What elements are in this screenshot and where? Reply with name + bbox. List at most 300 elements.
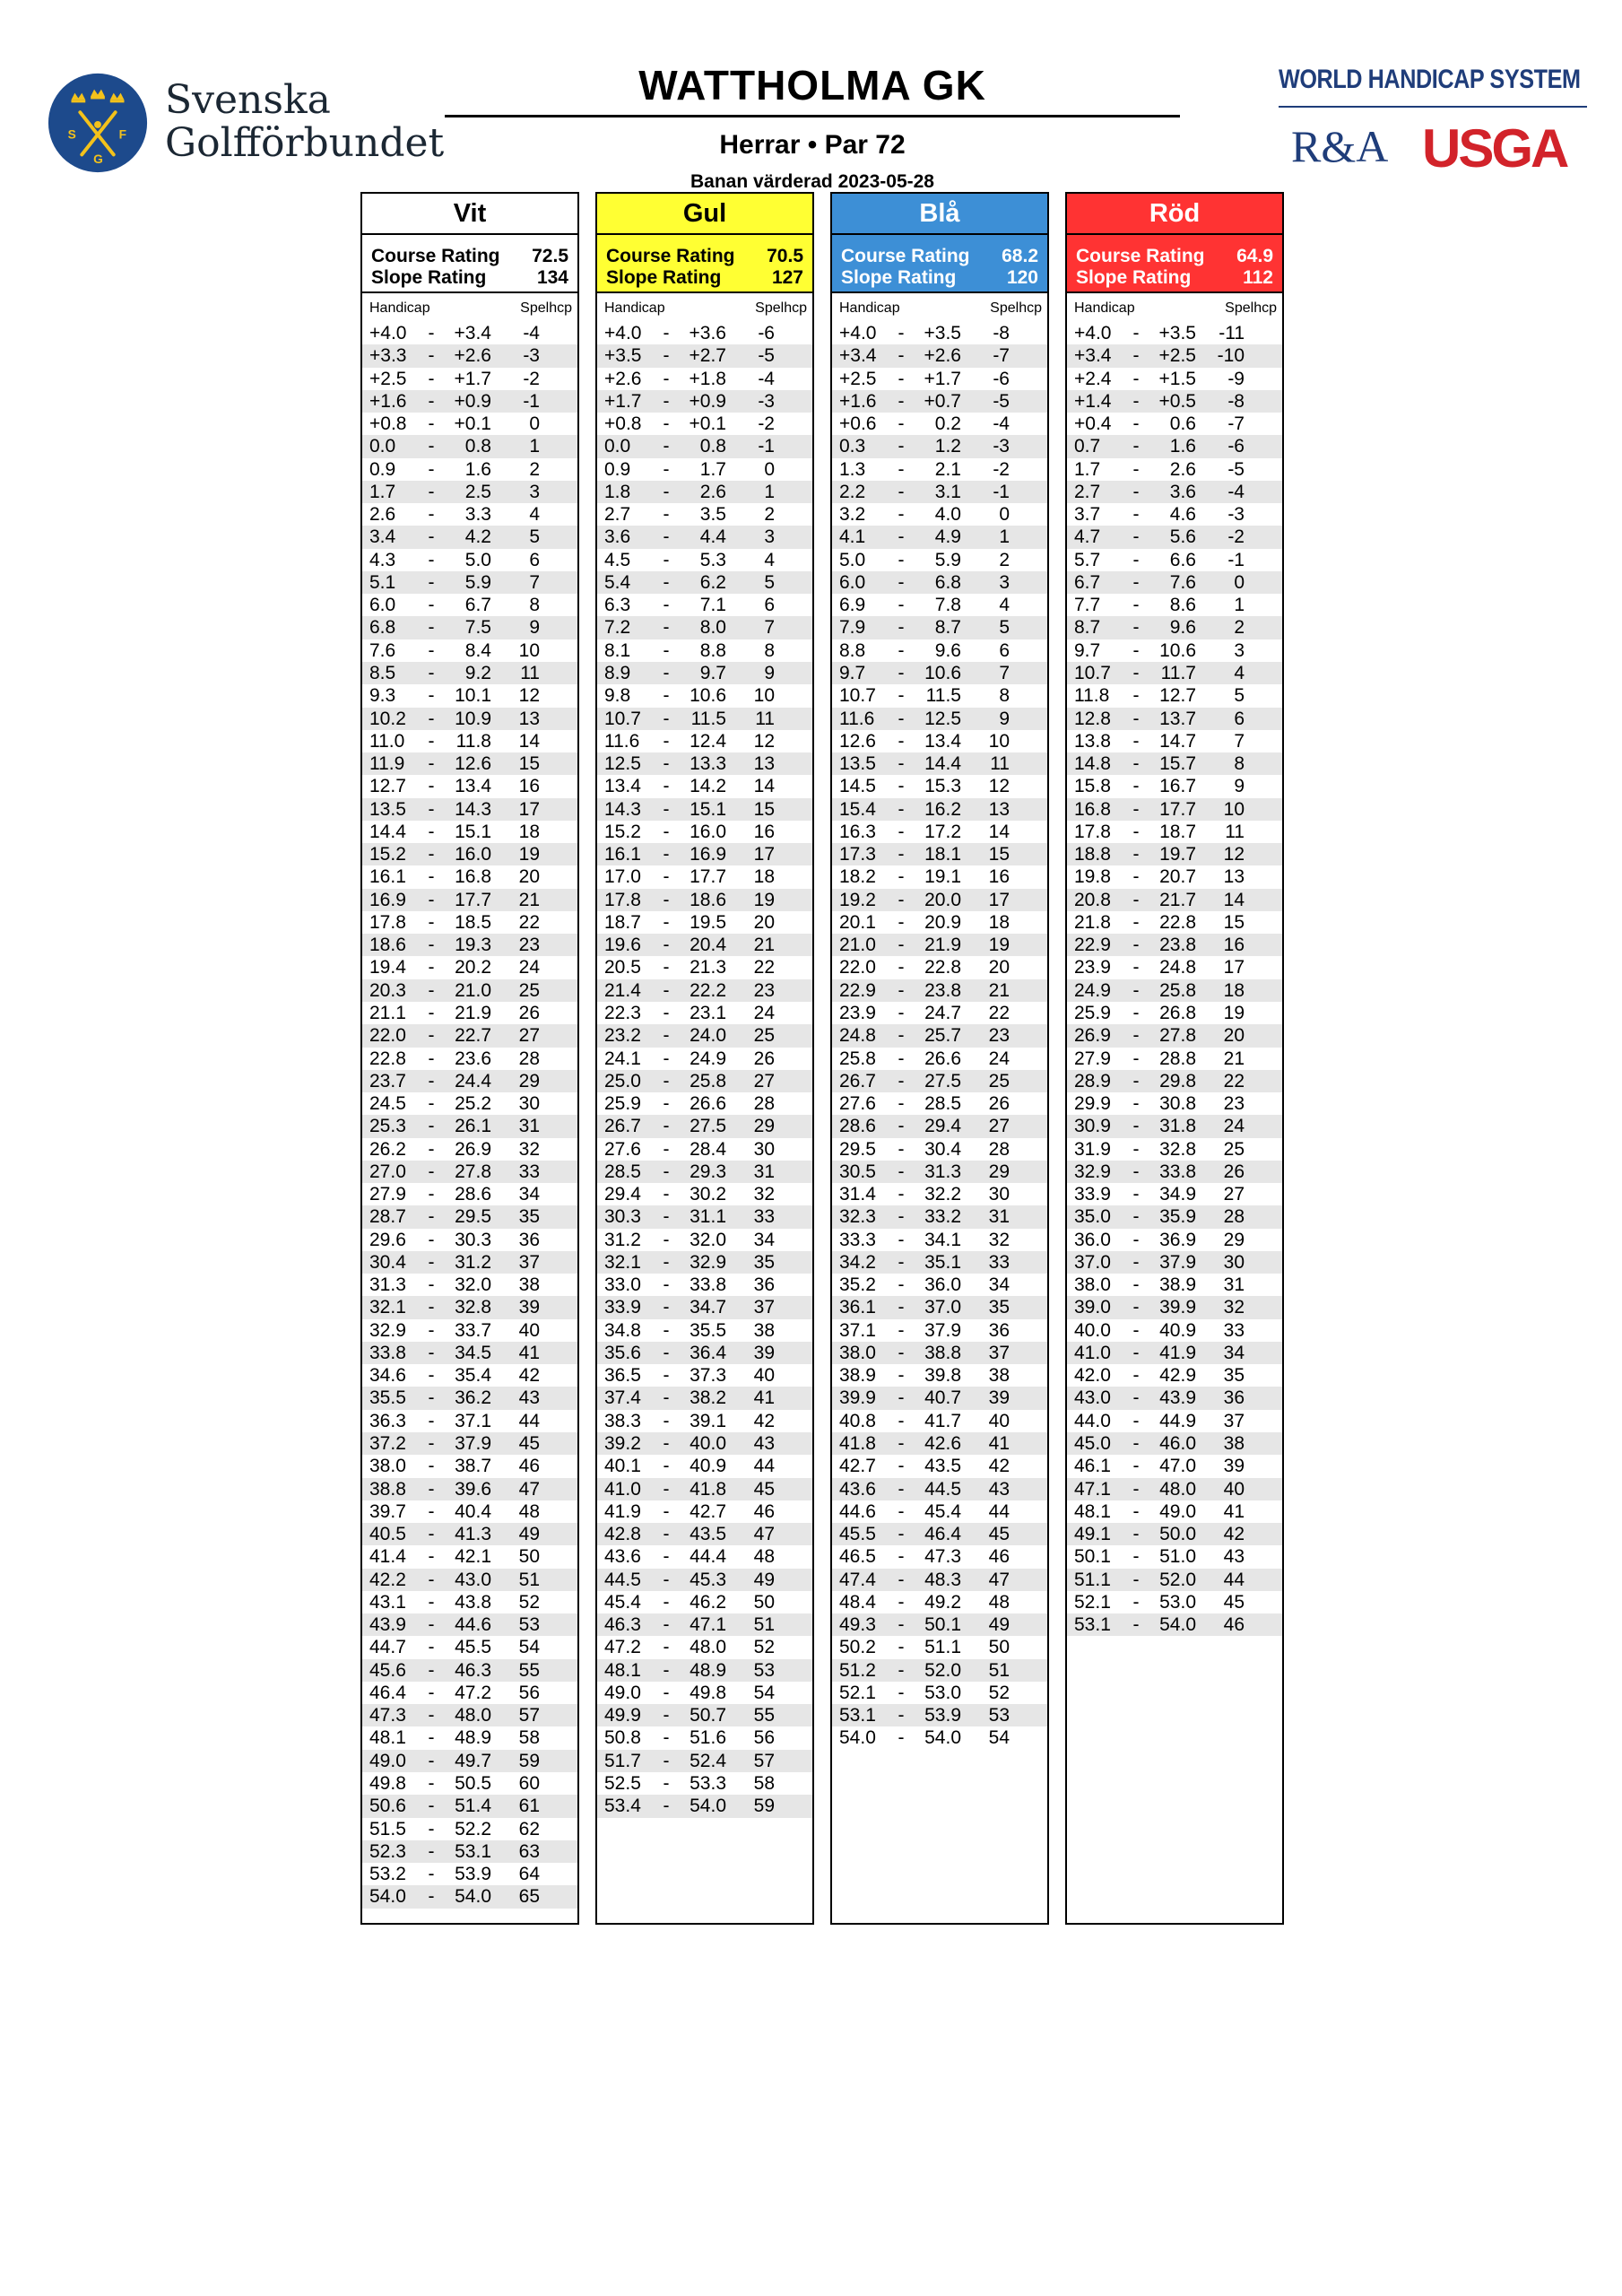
handicap-from: +3.4 bbox=[1074, 345, 1112, 367]
handicap-from: 0.9 bbox=[369, 458, 396, 480]
handicap-to: 40.4 bbox=[455, 1500, 491, 1522]
handicap-to: 24.9 bbox=[690, 1048, 726, 1069]
range-dash: - bbox=[663, 1274, 670, 1296]
range-dash: - bbox=[663, 1365, 670, 1387]
playing-handicap: 12 bbox=[988, 776, 1010, 797]
range-dash: - bbox=[428, 1886, 435, 1908]
playing-handicap: -4 bbox=[993, 413, 1010, 435]
table-row bbox=[1067, 435, 1282, 457]
table-row bbox=[362, 1161, 577, 1183]
handicap-from: 15.8 bbox=[1074, 776, 1111, 797]
table-row bbox=[597, 708, 812, 730]
table-row bbox=[1067, 1183, 1282, 1205]
handicap-from: 18.2 bbox=[839, 866, 876, 888]
handicap-from: 41.8 bbox=[839, 1433, 876, 1455]
range-dash: - bbox=[663, 1138, 670, 1160]
handicap-to: 22.2 bbox=[690, 979, 726, 1001]
range-dash: - bbox=[898, 753, 905, 775]
range-dash: - bbox=[898, 323, 905, 344]
range-dash: - bbox=[663, 1070, 670, 1091]
handicap-to: 38.7 bbox=[455, 1456, 491, 1477]
handicap-from: 33.9 bbox=[604, 1297, 641, 1318]
playing-handicap: 39 bbox=[988, 1387, 1010, 1409]
handicap-to: 43.0 bbox=[455, 1569, 491, 1590]
table-row bbox=[1067, 413, 1282, 435]
handicap-to: 28.8 bbox=[1159, 1048, 1196, 1069]
handicap-to: 52.2 bbox=[455, 1818, 491, 1839]
handicap-to: 35.4 bbox=[455, 1365, 491, 1387]
table-row bbox=[1067, 458, 1282, 481]
range-dash: - bbox=[663, 753, 670, 775]
table-row bbox=[362, 481, 577, 503]
range-dash: - bbox=[1132, 866, 1140, 888]
table-row bbox=[362, 1545, 577, 1568]
handicap-from: 49.8 bbox=[369, 1773, 406, 1794]
handicap-from: 1.7 bbox=[369, 481, 396, 502]
handicap-to: 47.2 bbox=[455, 1682, 491, 1703]
table-row bbox=[362, 616, 577, 639]
course-rating-value: 64.9 bbox=[1236, 246, 1273, 266]
table-row bbox=[597, 1523, 812, 1545]
handicap-to: 33.8 bbox=[1159, 1161, 1196, 1182]
handicap-to: 10.6 bbox=[1159, 639, 1196, 661]
playing-handicap: 39 bbox=[518, 1297, 540, 1318]
table-row bbox=[597, 1636, 812, 1658]
range-dash: - bbox=[1132, 1319, 1140, 1341]
table-row bbox=[362, 435, 577, 457]
handicap-from: 17.8 bbox=[604, 889, 641, 910]
handicap-header: Handicap bbox=[604, 300, 665, 316]
table-row bbox=[832, 752, 1047, 775]
playing-handicap: 50 bbox=[518, 1546, 540, 1568]
handicap-to: 25.8 bbox=[1159, 979, 1196, 1001]
range-dash: - bbox=[898, 866, 905, 888]
handicap-to: 38.9 bbox=[1159, 1274, 1196, 1296]
table-row bbox=[832, 1048, 1047, 1070]
playing-handicap: 50 bbox=[753, 1591, 775, 1613]
handicap-from: 46.3 bbox=[604, 1614, 641, 1636]
range-dash: - bbox=[1132, 776, 1140, 797]
table-row bbox=[832, 1070, 1047, 1092]
range-dash: - bbox=[1132, 685, 1140, 707]
playing-handicap: 51 bbox=[753, 1614, 775, 1636]
table-row bbox=[362, 1613, 577, 1636]
handicap-to: 48.9 bbox=[690, 1659, 726, 1681]
table-row bbox=[597, 435, 812, 457]
handicap-to: 53.9 bbox=[924, 1705, 961, 1726]
range-dash: - bbox=[898, 481, 905, 502]
playing-handicap: 57 bbox=[753, 1750, 775, 1771]
playing-handicap: 27 bbox=[1223, 1184, 1245, 1205]
handicap-to: 29.4 bbox=[924, 1116, 961, 1137]
handicap-from: 7.2 bbox=[604, 617, 631, 639]
range-dash: - bbox=[1132, 798, 1140, 820]
range-dash: - bbox=[428, 1229, 435, 1250]
playing-handicap: 40 bbox=[753, 1365, 775, 1387]
table-row bbox=[1067, 1432, 1282, 1455]
playing-handicap: 15 bbox=[988, 844, 1010, 865]
playing-handicap: 30 bbox=[753, 1138, 775, 1160]
range-dash: - bbox=[1132, 1524, 1140, 1545]
handicap-to: 16.8 bbox=[455, 866, 491, 888]
slope-rating-label: Slope Rating bbox=[1076, 267, 1192, 288]
table-row bbox=[362, 934, 577, 956]
range-dash: - bbox=[428, 1025, 435, 1047]
handicap-to: 36.0 bbox=[924, 1274, 961, 1296]
range-dash: - bbox=[898, 1229, 905, 1250]
handicap-to: 13.7 bbox=[1159, 708, 1196, 729]
handicap-to: 7.8 bbox=[934, 595, 961, 616]
handicap-from: 11.6 bbox=[839, 708, 875, 729]
range-dash: - bbox=[1132, 1251, 1140, 1273]
handicap-to: 10.9 bbox=[455, 708, 491, 729]
playing-handicap: 12 bbox=[518, 685, 540, 707]
course-rating-label: Course Rating bbox=[606, 246, 735, 266]
playing-handicap: 25 bbox=[518, 979, 540, 1001]
table-row bbox=[362, 1591, 577, 1613]
table-row bbox=[832, 616, 1047, 639]
table-row bbox=[362, 1500, 577, 1523]
range-dash: - bbox=[663, 1478, 670, 1500]
range-dash: - bbox=[428, 1569, 435, 1590]
range-dash: - bbox=[663, 504, 670, 526]
handicap-from: 54.0 bbox=[839, 1727, 876, 1749]
range-dash: - bbox=[428, 571, 435, 593]
handicap-to: 52.0 bbox=[1159, 1569, 1196, 1590]
handicap-from: 25.9 bbox=[604, 1093, 641, 1115]
handicap-to: 49.0 bbox=[1159, 1500, 1196, 1522]
handicap-to: 27.5 bbox=[924, 1070, 961, 1091]
playing-handicap: 36 bbox=[1223, 1387, 1245, 1409]
range-dash: - bbox=[428, 639, 435, 661]
playing-handicap: 32 bbox=[753, 1184, 775, 1205]
table-row bbox=[362, 1795, 577, 1817]
handicap-from: 0.0 bbox=[369, 436, 396, 457]
playing-handicap: 22 bbox=[518, 911, 540, 933]
svg-text:G: G bbox=[93, 152, 103, 167]
handicap-to: 15.3 bbox=[924, 776, 961, 797]
table-row bbox=[832, 503, 1047, 526]
table-row bbox=[1067, 798, 1282, 821]
handicap-from: 33.3 bbox=[839, 1229, 876, 1250]
table-row bbox=[1067, 1364, 1282, 1387]
handicap-from: 28.9 bbox=[1074, 1070, 1111, 1091]
slope-rating-label: Slope Rating bbox=[841, 267, 957, 288]
range-dash: - bbox=[428, 1682, 435, 1703]
playing-handicap: -4 bbox=[758, 368, 775, 389]
table-row bbox=[362, 1636, 577, 1658]
handicap-from: 39.7 bbox=[369, 1500, 406, 1522]
playing-handicap: 20 bbox=[518, 866, 540, 888]
playing-handicap: 12 bbox=[753, 730, 775, 752]
handicap-from: 26.9 bbox=[1074, 1025, 1111, 1047]
tee-name: Röd bbox=[1067, 194, 1282, 235]
handicap-from: 52.1 bbox=[1074, 1591, 1111, 1613]
handicap-to: 0.6 bbox=[1169, 413, 1196, 435]
range-dash: - bbox=[1132, 708, 1140, 729]
table-row bbox=[832, 1659, 1047, 1682]
playing-handicap: 55 bbox=[753, 1705, 775, 1726]
playing-handicap: 47 bbox=[753, 1524, 775, 1545]
table-row bbox=[597, 390, 812, 413]
table-row bbox=[362, 752, 577, 775]
whs-logo: WORLD HANDICAP SYSTEM bbox=[1279, 65, 1581, 94]
table-row bbox=[362, 911, 577, 934]
playing-handicap: 4 bbox=[764, 549, 775, 570]
handicap-to: 16.0 bbox=[690, 821, 726, 842]
handicap-from: +4.0 bbox=[369, 323, 407, 344]
range-dash: - bbox=[1132, 526, 1140, 548]
handicap-to: 13.4 bbox=[924, 730, 961, 752]
handicap-to: 32.9 bbox=[690, 1251, 726, 1273]
handicap-from: 43.6 bbox=[839, 1478, 876, 1500]
playing-handicap: 26 bbox=[1223, 1161, 1245, 1182]
handicap-to: 17.7 bbox=[690, 866, 726, 888]
handicap-from: 47.4 bbox=[839, 1569, 876, 1590]
table-row bbox=[362, 1002, 577, 1024]
table-row bbox=[1067, 662, 1282, 684]
handicap-from: 45.4 bbox=[604, 1591, 641, 1613]
table-row bbox=[832, 368, 1047, 390]
handicap-to: 20.7 bbox=[1159, 866, 1196, 888]
handicap-from: +3.4 bbox=[839, 345, 877, 367]
handicap-to: 43.8 bbox=[455, 1591, 491, 1613]
handicap-to: 17.7 bbox=[1159, 798, 1196, 820]
table-row bbox=[362, 526, 577, 548]
playing-handicap: 14 bbox=[518, 730, 540, 752]
handicap-rows bbox=[597, 318, 812, 1818]
table-row bbox=[832, 889, 1047, 911]
handicap-from: 14.3 bbox=[604, 798, 641, 820]
handicap-to: 6.6 bbox=[1169, 549, 1196, 570]
playing-handicap: 16 bbox=[1223, 935, 1245, 956]
svg-text:R&A: R&A bbox=[1291, 121, 1388, 171]
course-rating-row bbox=[1076, 246, 1273, 267]
range-dash: - bbox=[898, 685, 905, 707]
handicap-from: +4.0 bbox=[1074, 323, 1112, 344]
range-dash: - bbox=[1132, 753, 1140, 775]
handicap-from: 14.8 bbox=[1074, 753, 1111, 775]
range-dash: - bbox=[663, 911, 670, 933]
handicap-to: 43.5 bbox=[690, 1524, 726, 1545]
table-row bbox=[832, 1024, 1047, 1047]
handicap-from: 24.1 bbox=[604, 1048, 641, 1069]
table-row bbox=[1067, 1613, 1282, 1636]
handicap-from: 40.5 bbox=[369, 1524, 406, 1545]
table-row bbox=[1067, 1138, 1282, 1161]
playing-handicap: 21 bbox=[518, 889, 540, 910]
handicap-to: 1.6 bbox=[464, 458, 491, 480]
handicap-to: 15.1 bbox=[690, 798, 726, 820]
table-row bbox=[832, 730, 1047, 752]
range-dash: - bbox=[898, 1184, 905, 1205]
table-row bbox=[362, 1183, 577, 1205]
handicap-to: 15.7 bbox=[1159, 753, 1196, 775]
table-row bbox=[362, 1410, 577, 1432]
range-dash: - bbox=[898, 1342, 905, 1363]
handicap-from: 35.5 bbox=[369, 1387, 406, 1409]
handicap-to: 22.8 bbox=[924, 957, 961, 978]
range-dash: - bbox=[428, 1773, 435, 1794]
table-row bbox=[832, 1115, 1047, 1137]
range-dash: - bbox=[1132, 662, 1140, 683]
playing-handicap: -1 bbox=[523, 390, 540, 412]
course-rating-label: Course Rating bbox=[841, 246, 970, 266]
handicap-to: 10.1 bbox=[455, 685, 491, 707]
handicap-from: 18.6 bbox=[369, 935, 406, 956]
table-row bbox=[1067, 956, 1282, 978]
handicap-from: 10.7 bbox=[604, 708, 641, 729]
range-dash: - bbox=[428, 979, 435, 1001]
handicap-from: 52.1 bbox=[839, 1682, 876, 1703]
range-dash: - bbox=[898, 617, 905, 639]
handicap-to: 32.8 bbox=[455, 1297, 491, 1318]
handicap-to: 11.7 bbox=[1160, 662, 1196, 683]
handicap-from: 27.6 bbox=[604, 1138, 641, 1160]
playing-handicap: 9 bbox=[999, 708, 1010, 729]
table-row bbox=[1067, 1048, 1282, 1070]
range-dash: - bbox=[1132, 390, 1140, 412]
range-dash: - bbox=[1132, 1048, 1140, 1069]
table-row bbox=[832, 1342, 1047, 1364]
handicap-from: 42.8 bbox=[604, 1524, 641, 1545]
range-dash: - bbox=[663, 1524, 670, 1545]
handicap-to: 4.6 bbox=[1169, 504, 1196, 526]
handicap-from: 45.0 bbox=[1074, 1433, 1111, 1455]
range-dash: - bbox=[663, 1569, 670, 1590]
handicap-to: 9.7 bbox=[699, 662, 726, 683]
handicap-from: +1.7 bbox=[604, 390, 642, 412]
playing-handicap: 39 bbox=[1223, 1456, 1245, 1477]
handicap-from: +0.8 bbox=[604, 413, 642, 435]
table-row bbox=[1067, 1205, 1282, 1228]
table-row bbox=[832, 1251, 1047, 1274]
playing-handicap: 30 bbox=[518, 1093, 540, 1115]
handicap-rows bbox=[362, 318, 577, 1909]
playing-handicap: 45 bbox=[988, 1524, 1010, 1545]
range-dash: - bbox=[1132, 1116, 1140, 1137]
range-dash: - bbox=[898, 1297, 905, 1318]
handicap-from: 5.4 bbox=[604, 571, 631, 593]
spelhcp-header: Spelhcp bbox=[1225, 300, 1277, 316]
playing-handicap: 1 bbox=[999, 526, 1010, 548]
range-dash: - bbox=[428, 1184, 435, 1205]
range-dash: - bbox=[428, 708, 435, 729]
playing-handicap: 1 bbox=[1234, 595, 1245, 616]
playing-handicap: -2 bbox=[758, 413, 775, 435]
table-row bbox=[597, 549, 812, 571]
handicap-from: 4.7 bbox=[1074, 526, 1101, 548]
range-dash: - bbox=[428, 526, 435, 548]
handicap-to: 44.5 bbox=[924, 1478, 961, 1500]
handicap-header: Handicap bbox=[839, 300, 900, 316]
playing-handicap: 40 bbox=[1223, 1478, 1245, 1500]
range-dash: - bbox=[663, 1433, 670, 1455]
table-row bbox=[597, 1478, 812, 1500]
handicap-to: 45.4 bbox=[924, 1500, 961, 1522]
range-dash: - bbox=[898, 730, 905, 752]
handicap-from: 19.4 bbox=[369, 957, 406, 978]
handicap-to: 2.5 bbox=[464, 481, 491, 502]
handicap-from: 48.1 bbox=[604, 1659, 641, 1681]
playing-handicap: 23 bbox=[1223, 1093, 1245, 1115]
table-row bbox=[597, 1613, 812, 1636]
playing-handicap: 47 bbox=[988, 1569, 1010, 1590]
handicap-to: 14.3 bbox=[455, 798, 491, 820]
handicap-to: 39.1 bbox=[690, 1410, 726, 1431]
range-dash: - bbox=[663, 776, 670, 797]
playing-handicap: 19 bbox=[1223, 1002, 1245, 1023]
range-dash: - bbox=[898, 1410, 905, 1431]
handicap-from: 51.1 bbox=[1074, 1569, 1111, 1590]
handicap-to: 31.1 bbox=[690, 1206, 726, 1228]
handicap-to: 36.4 bbox=[690, 1342, 726, 1363]
handicap-rows bbox=[1067, 318, 1282, 1636]
handicap-to: 25.8 bbox=[690, 1070, 726, 1091]
playing-handicap: 53 bbox=[753, 1659, 775, 1681]
table-row bbox=[597, 1591, 812, 1613]
range-dash: - bbox=[898, 1682, 905, 1703]
handicap-from: 35.0 bbox=[1074, 1206, 1111, 1228]
handicap-to: 38.2 bbox=[690, 1387, 726, 1409]
handicap-from: 16.3 bbox=[839, 821, 876, 842]
playing-handicap: -1 bbox=[1227, 549, 1245, 570]
handicap-from: 19.6 bbox=[604, 935, 641, 956]
tee-table-gul bbox=[595, 192, 814, 1925]
handicap-from: 19.8 bbox=[1074, 866, 1111, 888]
handicap-to: 32.0 bbox=[455, 1274, 491, 1296]
handicap-to: 12.4 bbox=[690, 730, 726, 752]
table-row bbox=[832, 662, 1047, 684]
handicap-from: 32.3 bbox=[839, 1206, 876, 1228]
handicap-to: 48.9 bbox=[455, 1727, 491, 1749]
table-row bbox=[832, 1002, 1047, 1024]
playing-handicap: 9 bbox=[529, 617, 540, 639]
range-dash: - bbox=[663, 1229, 670, 1250]
table-row bbox=[597, 1205, 812, 1228]
table-row bbox=[1067, 639, 1282, 662]
handicap-from: 28.7 bbox=[369, 1206, 406, 1228]
handicap-from: 17.8 bbox=[1074, 821, 1111, 842]
playing-handicap: 17 bbox=[518, 798, 540, 820]
handicap-to: +2.7 bbox=[689, 345, 726, 367]
handicap-to: 43.9 bbox=[1159, 1387, 1196, 1409]
handicap-from: 32.9 bbox=[1074, 1161, 1111, 1182]
title-divider bbox=[445, 115, 1180, 117]
playing-handicap: 8 bbox=[529, 595, 540, 616]
handicap-from: 22.9 bbox=[839, 979, 876, 1001]
table-row bbox=[362, 1750, 577, 1772]
table-row bbox=[832, 708, 1047, 730]
range-dash: - bbox=[898, 1251, 905, 1273]
handicap-to: 5.9 bbox=[934, 549, 961, 570]
handicap-to: 35.5 bbox=[690, 1319, 726, 1341]
playing-handicap: 5 bbox=[999, 617, 1010, 639]
range-dash: - bbox=[428, 1138, 435, 1160]
handicap-from: 8.9 bbox=[604, 662, 631, 683]
range-dash: - bbox=[1132, 1569, 1140, 1590]
handicap-from: 13.8 bbox=[1074, 730, 1111, 752]
handicap-from: 11.9 bbox=[369, 753, 405, 775]
playing-handicap: 56 bbox=[753, 1727, 775, 1749]
playing-handicap: 59 bbox=[753, 1796, 775, 1817]
table-row bbox=[362, 1523, 577, 1545]
table-row bbox=[362, 1229, 577, 1251]
playing-handicap: 29 bbox=[753, 1116, 775, 1137]
tee-table-bla bbox=[830, 192, 1049, 1925]
table-row bbox=[597, 1138, 812, 1161]
range-dash: - bbox=[663, 1387, 670, 1409]
